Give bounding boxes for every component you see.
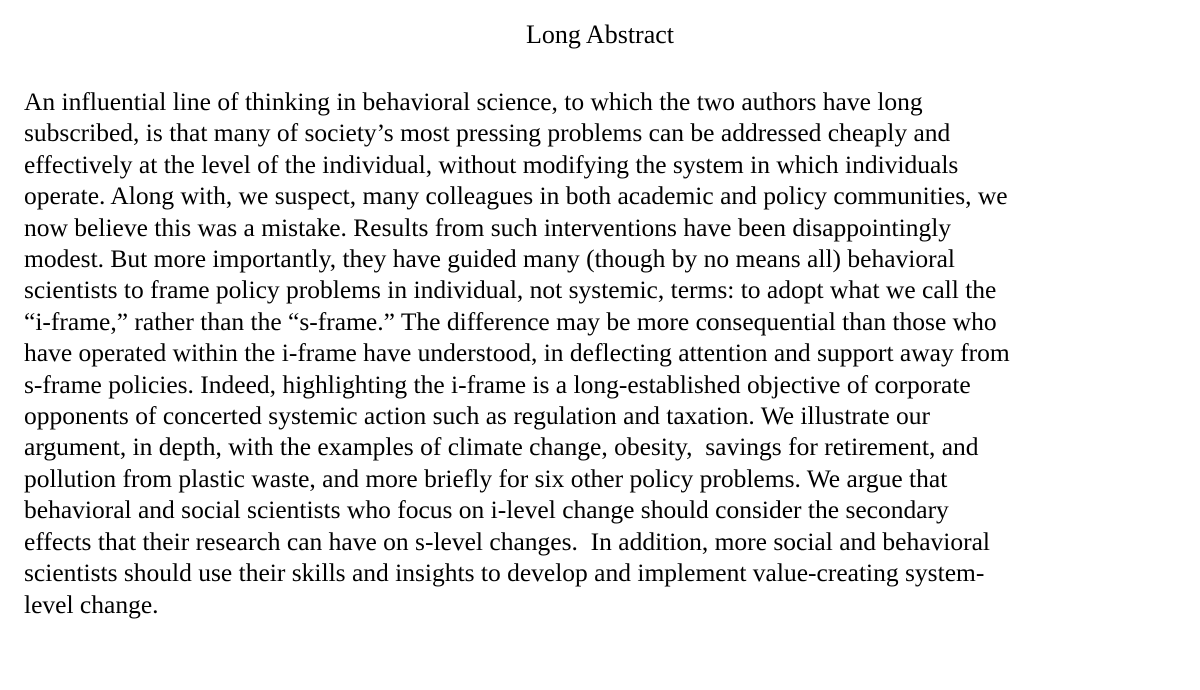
abstract-line: “i-frame,” rather than the “s-frame.” The difference may be more consequential than those who (24, 306, 997, 336)
abstract-title: Long Abstract (525, 20, 675, 49)
abstract-line: level change. (24, 589, 159, 619)
abstract-line: operate. Along with, we suspect, many colleagues in both academic and policy communities, we (24, 181, 1008, 211)
abstract-line: have operated within the i-frame have understood, in deflecting attention and support away from (24, 338, 1010, 368)
abstract-line: An influential line of thinking in behavioral science, to which the two authors have long (24, 87, 923, 116)
abstract-line: behavioral and social scientists who focus on i-level change should consider the secondary (24, 495, 949, 525)
abstract-line: pollution from plastic waste, and more briefly for six other policy problems. We argue that (24, 463, 948, 493)
abstract-line: effectively at the level of the individual, without modifying the system in which individuals (24, 149, 959, 179)
abstract-line: now believe this was a mistake. Results from such interventions have been disappointingly (24, 212, 952, 242)
abstract-line: argument, in depth, with the examples of climate change, obesity, savings for retirement, and (24, 432, 979, 462)
abstract-line: subscribed, is that many of society’s most pressing problems can be addressed cheaply and (24, 118, 951, 148)
abstract-line: opponents of concerted systemic action such as regulation and taxation. We illustrate our (24, 401, 931, 431)
abstract-line: scientists should use their skills and insights to develop and implement value-creating system- (24, 558, 985, 588)
abstract-line: s-frame policies. Indeed, highlighting the i-frame is a long-established objective of corporate (24, 369, 971, 399)
abstract-line: scientists to frame policy problems in individual, not systemic, terms: to adopt what we call the (24, 275, 997, 305)
abstract-line: effects that their research can have on s-level changes. In addition, more social and behavioral (24, 526, 990, 556)
abstract-line: modest. But more importantly, they have guided many (though by no means all) behavioral (24, 244, 956, 274)
abstract-body (24, 86, 1184, 620)
